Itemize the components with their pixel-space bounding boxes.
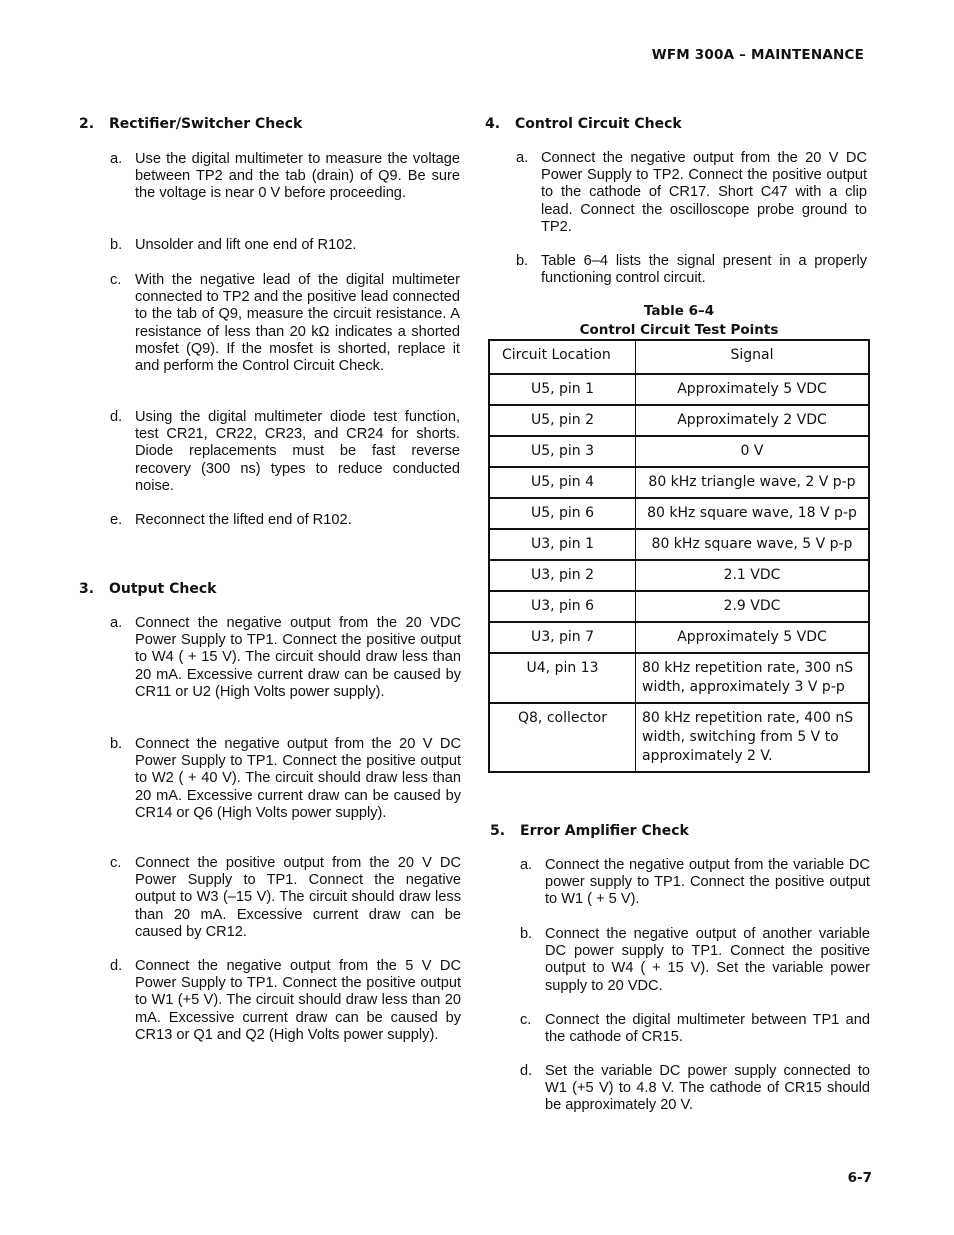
list-item bbox=[110, 409, 460, 495]
list-item bbox=[110, 736, 461, 822]
list-item bbox=[110, 237, 460, 254]
table-row bbox=[489, 703, 869, 772]
item-letter: c. bbox=[110, 855, 122, 871]
item-text: Using the digital multimeter diode test function, test CR21, CR22, CR23, and CR24 for shorts. Diode replacements must be fast reverse recovery (300 ns) types to reduce conducted noise. bbox=[135, 409, 460, 494]
item-letter: d. bbox=[520, 1063, 533, 1079]
list-item bbox=[110, 615, 461, 701]
item-text: Use the digital multimeter to measure the voltage between TP2 and the tab (drain) of Q9. Be sure the voltage is near 0 V before proceeding. bbox=[135, 151, 460, 202]
list-item bbox=[520, 857, 870, 909]
section-title: Control Circuit Check bbox=[515, 116, 682, 132]
cell-location: U3, pin 7 bbox=[489, 622, 636, 653]
item-letter: b. bbox=[520, 926, 533, 942]
section-number: 4. bbox=[485, 116, 501, 132]
table-caption bbox=[488, 302, 870, 340]
cell-signal: Approximately 5 VDC bbox=[636, 374, 870, 405]
cell-signal: 80 kHz square wave, 5 V p-p bbox=[636, 529, 870, 560]
cell-location: Q8, collector bbox=[489, 703, 636, 772]
item-letter: b. bbox=[110, 237, 123, 253]
item-text: Connect the negative output of another variable DC power supply to TP1. Connect the positive output to W4 ( + 15 V). Set the variable power supply to 20 VDC. bbox=[545, 926, 870, 994]
list-item bbox=[516, 150, 867, 236]
item-letter: a. bbox=[110, 151, 123, 167]
item-letter: d. bbox=[110, 958, 123, 974]
column-header-signal: Signal bbox=[636, 340, 870, 374]
item-letter: d. bbox=[110, 409, 123, 425]
cell-signal: 2.9 VDC bbox=[636, 591, 870, 622]
list-item bbox=[110, 272, 460, 375]
table-row bbox=[489, 653, 869, 703]
cell-location: U5, pin 3 bbox=[489, 436, 636, 467]
item-text: Connect the negative output from the 20 V DC Power Supply to TP2. Connect the positive output to the cathode of CR17. Short C47 with a clip lead. Connect the oscilloscope probe ground to TP2. bbox=[541, 150, 867, 235]
list-item bbox=[110, 151, 460, 203]
cell-location: U5, pin 6 bbox=[489, 498, 636, 529]
cell-signal: Approximately 5 VDC bbox=[636, 622, 870, 653]
cell-signal: 80 kHz repetition rate, 300 nS width, approximately 3 V p-p bbox=[636, 653, 870, 703]
section-heading-control bbox=[485, 116, 682, 132]
table-row bbox=[489, 374, 869, 405]
cell-location: U5, pin 4 bbox=[489, 467, 636, 498]
cell-signal: 80 kHz repetition rate, 400 nS width, switching from 5 V to approximately 2 V. bbox=[636, 703, 870, 772]
cell-location: U3, pin 1 bbox=[489, 529, 636, 560]
table-row bbox=[489, 498, 869, 529]
cell-signal: 0 V bbox=[636, 436, 870, 467]
running-header: WFM 300A – MAINTENANCE bbox=[651, 47, 864, 63]
page-number: 6-7 bbox=[847, 1170, 872, 1186]
item-letter: c. bbox=[520, 1012, 532, 1028]
item-text: Connect the negative output from the 20 VDC Power Supply to TP1. Connect the positive output to W4 ( + 15 V). The circuit should draw less than 20 mA. Excessive current draw can be caused by CR11 or U2 (High Volts power supply). bbox=[135, 615, 461, 700]
list-item bbox=[520, 926, 870, 995]
cell-signal: 80 kHz square wave, 18 V p-p bbox=[636, 498, 870, 529]
item-letter: a. bbox=[110, 615, 123, 631]
item-text: Table 6–4 lists the signal present in a properly functioning control circuit. bbox=[541, 253, 867, 287]
section-title: Error Amplifier Check bbox=[520, 823, 689, 839]
item-text: Connect the negative output from the 5 V DC Power Supply to TP1. Connect the positive output to W1 (+5 V). The circuit should draw less than 20 mA. Excessive current draw can be caused by CR13 or Q1 and Q2 (High Volts power supply). bbox=[135, 958, 461, 1043]
item-letter: c. bbox=[110, 272, 122, 288]
item-letter: a. bbox=[516, 150, 529, 166]
section-heading-rectifier bbox=[79, 116, 302, 132]
column-header-circuit-location: Circuit Location bbox=[489, 340, 636, 374]
list-item bbox=[110, 512, 460, 529]
cell-location: U3, pin 2 bbox=[489, 560, 636, 591]
section-title: Rectifier/Switcher Check bbox=[109, 116, 303, 132]
item-letter: b. bbox=[110, 736, 123, 752]
table-number: Table 6–4 bbox=[643, 303, 715, 319]
list-item bbox=[110, 855, 461, 941]
list-item bbox=[110, 958, 461, 1044]
list-item bbox=[516, 253, 867, 287]
item-text: Connect the negative output from the variable DC power supply to TP1. Connect the positive output to W1 ( + 5 V). bbox=[545, 857, 870, 908]
table-row bbox=[489, 467, 869, 498]
cell-signal: 80 kHz triangle wave, 2 V p-p bbox=[636, 467, 870, 498]
item-letter: e. bbox=[110, 512, 123, 528]
cell-signal: 2.1 VDC bbox=[636, 560, 870, 591]
item-text: Connect the positive output from the 20 V DC Power Supply to TP1. Connect the negative output to W3 (–15 V). The circuit should draw less than 20 mA. Excessive current draw can be caused by CR12. bbox=[135, 855, 461, 940]
list-item bbox=[520, 1063, 870, 1115]
section-number: 2. bbox=[79, 116, 95, 132]
list-item bbox=[520, 1012, 870, 1046]
section-number: 3. bbox=[79, 581, 95, 597]
item-text: With the negative lead of the digital multimeter connected to TP2 and the positive lead connected to the tab of Q9, measure the circuit resistance. A resistance of less than 20 kΩ indicates a shorted mosfet (Q9). If the mosfet is shorted, replace it and perform the Control Circuit Check. bbox=[135, 272, 460, 375]
cell-location: U4, pin 13 bbox=[489, 653, 636, 703]
table-row bbox=[489, 436, 869, 467]
table-row bbox=[489, 622, 869, 653]
item-text: Unsolder and lift one end of R102. bbox=[135, 237, 357, 253]
table-header-row bbox=[489, 340, 869, 374]
table-row bbox=[489, 591, 869, 622]
section-title: Output Check bbox=[109, 581, 217, 597]
item-text: Reconnect the lifted end of R102. bbox=[135, 512, 352, 528]
cell-location: U3, pin 6 bbox=[489, 591, 636, 622]
table-title: Control Circuit Test Points bbox=[579, 322, 779, 338]
section-heading-output bbox=[79, 581, 216, 597]
item-text: Connect the digital multimeter between TP1 and the cathode of CR15. bbox=[545, 1012, 870, 1046]
cell-location: U5, pin 1 bbox=[489, 374, 636, 405]
table-row bbox=[489, 529, 869, 560]
item-text: Connect the negative output from the 20 V DC Power Supply to TP1. Connect the positive output to W2 ( + 40 V). The circuit should draw less than 20 mA. Excessive current draw can be caused by CR14 or Q6 (High Volts power supply). bbox=[135, 736, 461, 821]
item-letter: a. bbox=[520, 857, 533, 873]
section-heading-error-amplifier bbox=[490, 823, 689, 839]
cell-signal: Approximately 2 VDC bbox=[636, 405, 870, 436]
item-letter: b. bbox=[516, 253, 529, 269]
section-number: 5. bbox=[490, 823, 506, 839]
table-row bbox=[489, 560, 869, 591]
item-text: Set the variable DC power supply connected to W1 (+5 V) to 4.8 V. The cathode of CR15 should be approximately 20 V. bbox=[545, 1063, 870, 1114]
cell-location: U5, pin 2 bbox=[489, 405, 636, 436]
table-row bbox=[489, 405, 869, 436]
control-circuit-test-points-table bbox=[488, 339, 870, 773]
